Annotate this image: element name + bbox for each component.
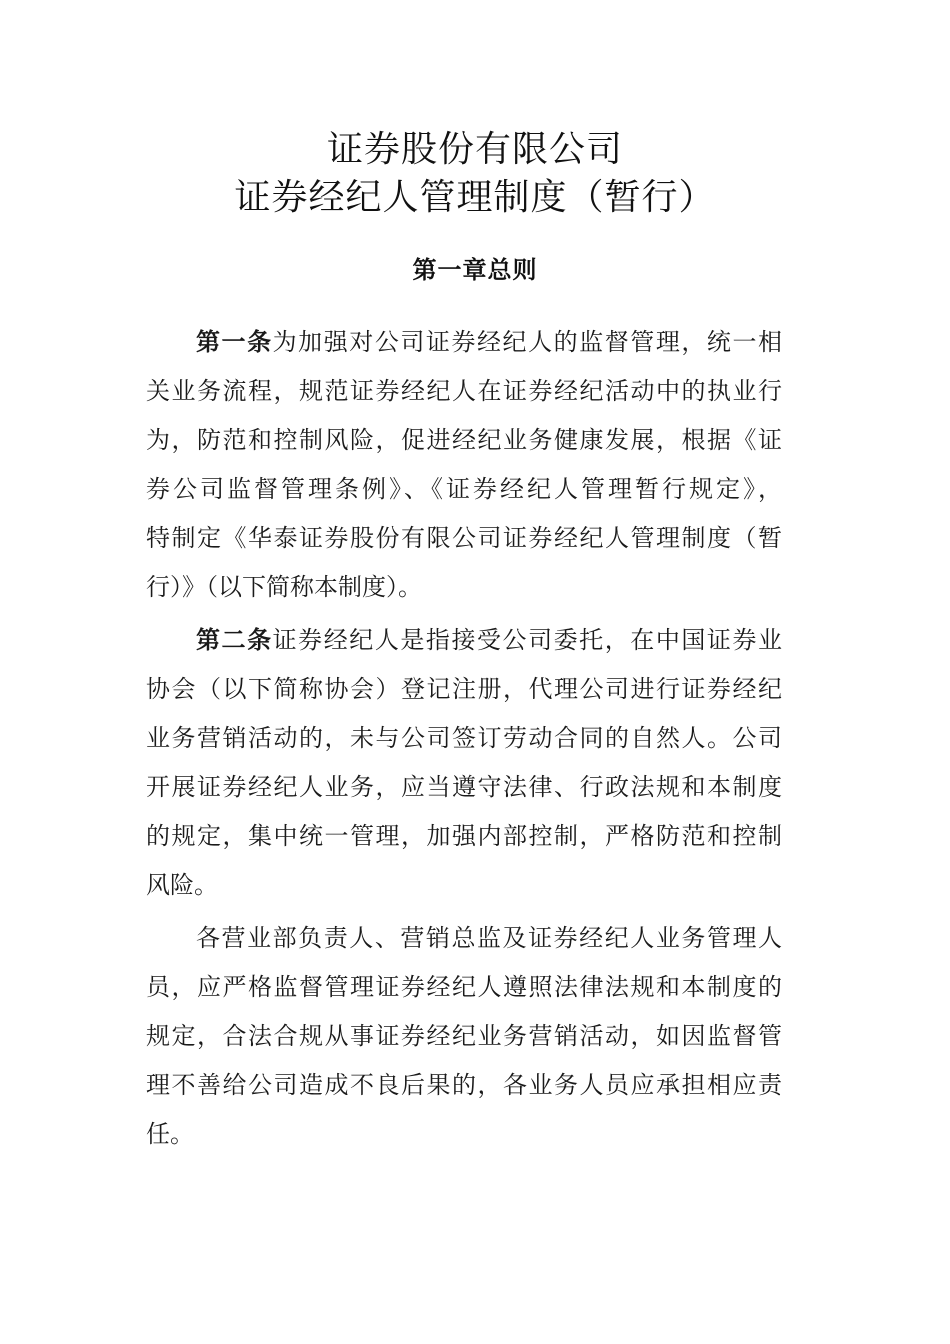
article1-line-4: 券公司监督管理条例》、《证券经纪人管理暂行规定》， xyxy=(146,475,782,503)
article1-line-3: 为，防范和控制风险，促进经纪业务健康发展，根据《证 xyxy=(146,426,782,454)
paragraph3-line-3: 规定，合法合规从事证券经纪业务营销活动，如因监督管 xyxy=(146,1022,782,1050)
article1-text-1: 为加强对公司证券经纪人的监督管理，统一相 xyxy=(272,328,783,356)
article2-text-1: 证券经纪人是指接受公司委托，在中国证券业 xyxy=(272,626,783,654)
article1-line-2: 关业务流程，规范证券经纪人在证券经纪活动中的执业行 xyxy=(146,377,782,405)
document-title-line-1: 证券股份有限公司 xyxy=(326,129,623,170)
article1-line-5: 特制定《华泰证券股份有限公司证券经纪人管理制度（暂 xyxy=(146,524,782,552)
article2-line-1 xyxy=(196,628,782,652)
article1-line-1 xyxy=(196,330,782,354)
paragraph3-line-1: 各营业部负责人、营销总监及证券经纪人业务管理人 xyxy=(196,924,782,952)
article2-line-2: 协会（以下简称协会）登记注册，代理公司进行证券经纪 xyxy=(146,675,782,703)
article2-lead: 第二条 xyxy=(196,626,273,654)
article1-lead: 第一条 xyxy=(196,328,273,356)
article2-line-3: 业务营销活动的，未与公司签订劳动合同的自然人。公司 xyxy=(146,724,782,752)
article2-line-5: 的规定，集中统一管理，加强内部控制，严格防范和控制 xyxy=(146,822,782,850)
article2-line-4: 开展证券经纪人业务，应当遵守法律、行政法规和本制度 xyxy=(146,773,782,801)
article1-line-6: 行）》（以下简称本制度）。 xyxy=(146,573,422,601)
paragraph3-line-5: 任。 xyxy=(146,1120,194,1148)
document-title-line-2: 证券经纪人管理制度（暂行） xyxy=(234,177,716,218)
paragraph3-line-2: 员，应严格监督管理证券经纪人遵照法律法规和本制度的 xyxy=(146,973,782,1001)
chapter-heading: 第一章总则 xyxy=(412,256,538,284)
article2-line-6: 风险。 xyxy=(146,871,218,899)
paragraph3-line-4: 理不善给公司造成不良后果的，各业务人员应承担相应责 xyxy=(146,1071,782,1099)
